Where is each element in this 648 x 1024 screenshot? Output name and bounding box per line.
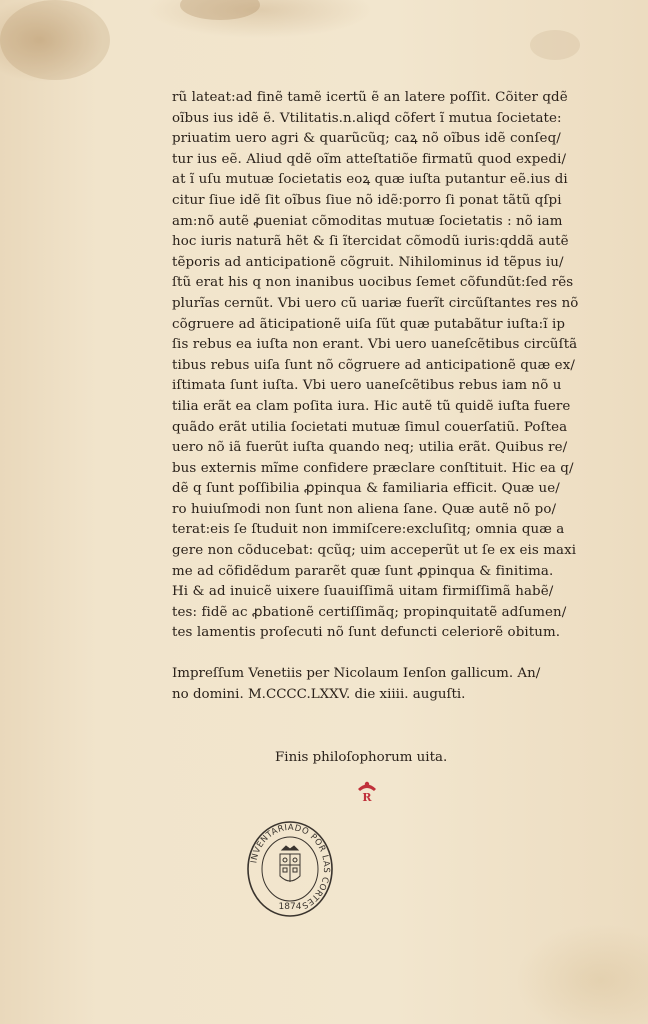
- seal-year: 1874: [278, 902, 302, 912]
- coat-of-arms-icon: [280, 846, 300, 882]
- text-line: tilia erãt ea clam poſita iura. Hic autẽ tũ quidẽ iuſta fuere: [172, 398, 571, 414]
- text-line: me ad cõfidẽdum pararẽt quæ ſunt ꝓpinqua & finitima.: [172, 563, 554, 579]
- text-line: gere non cõducebat: qcũq; uim acceperũt ut ſe ex eis maxi: [172, 543, 577, 559]
- text-line: at ĩ uſu mutuæ ſocietatis eoꝝ quæ iuſta putantur eẽ.ius di: [172, 172, 568, 188]
- main-text-body: [172, 88, 582, 644]
- red-stamp-letter: R: [362, 791, 372, 804]
- text-line: iſtimata ſunt iuſta. Vbi uero uaneſcẽtibus rebus iam nõ u: [172, 378, 562, 394]
- text-line: bus externis mĩme confidere præclare conſtituit. Hic ea q/: [172, 460, 574, 476]
- text-line: ſis rebus ea iuſta non erant. Vbi uero uaneſcẽtibus circũſtã: [172, 337, 578, 353]
- text-line: terat:eis ſe ſtuduit non immiſcere:excluſitq; omnia quæ a: [172, 522, 565, 538]
- text-line: hoc iuris naturã hẽt & ſi ĩtercidat cõmodũ iuris:qddã autẽ: [172, 234, 569, 250]
- inventory-seal: [246, 820, 334, 918]
- text-line: citur ſiue idẽ ſit oĩbus ſiue nõ idẽ:porro ſi ponat tãtũ qſpi: [172, 192, 562, 208]
- text-line: Hi & ad inuicẽ uixere ſuauiſſimã uitam firmiſſimã habẽ/: [172, 584, 554, 600]
- paper-stain: [530, 30, 580, 60]
- text-line: plurĩas cernũt. Vbi uero cũ uariæ fuerĩt circũſtantes res nõ: [172, 295, 579, 311]
- paper-stain: [0, 0, 110, 80]
- text-line: cõgruere ad ãticipationẽ uiſa ſũt quæ putabãtur iuſta:ĩ ip: [172, 316, 566, 332]
- seal-ring-text: INVENTARIADO POR LAS CORTES: [249, 822, 332, 911]
- text-line: am:nõ autẽ ꝓueniat cõmoditas mutuæ ſocietatis : nõ iam: [172, 213, 563, 229]
- text-line: tes lamentis proſecuti nõ ſunt defuncti celeriorẽ obitum.: [172, 625, 561, 641]
- finis-line: Finis philoſophorum uita.: [275, 750, 448, 765]
- text-line: tur ius eẽ. Aliud qdẽ oĩm atteſtatiõe firmatũ quod expedi/: [172, 151, 567, 167]
- colophon-line: Impreſſum Venetiis per Nicolaum Ienſon gallicum. An/: [172, 666, 541, 681]
- text-line: ro huiuſmodi non ſunt non aliena ſane. Quæ autẽ nõ po/: [172, 501, 557, 517]
- text-line: oĩbus ius idẽ ẽ. Vtilitatis.n.aliqd cõfert ĩ mutua ſocietate:: [172, 110, 562, 126]
- paper-stain: [180, 0, 260, 20]
- text-line: tẽporis ad anticipationẽ cõgruit. Nihilominus id tẽpus iu/: [172, 254, 564, 270]
- text-line: rũ lateat:ad finẽ tamẽ icertũ ẽ an latere poſſit. Cõiter qdẽ: [172, 90, 568, 105]
- text-line: quãdo erãt utilia ſocietati mutuæ ſimul couerſatiũ. Poſtea: [172, 419, 568, 435]
- text-line: tibus rebus uiſa ſunt nõ cõgruere ad anticipationẽ quæ ex/: [172, 357, 575, 373]
- text-line: ſtũ erat his q non inanibus uocibus ſemet cõfundũt:ſed rẽs: [172, 275, 574, 291]
- colophon-line: no domini. M.CCCC.LXXV. die xiiii. auguſti.: [172, 686, 466, 702]
- text-line: dẽ q ſunt poſſibilia ꝓpinqua & familiaria efficit. Quæ ue/: [172, 481, 560, 497]
- text-line: uero nõ iã fuerũt iuſta quando neq; utilia erãt. Quibus re/: [172, 440, 568, 456]
- text-line: tes: fidẽ ac ꝓbationẽ certiſſimãq; propinquitatẽ adſumen/: [172, 604, 567, 620]
- colophon: [172, 664, 582, 705]
- text-line: priuatim uero agri & quarũcũq; caꝝ nõ oĩbus idẽ conſeq/: [172, 131, 561, 147]
- red-library-stamp: [354, 778, 380, 804]
